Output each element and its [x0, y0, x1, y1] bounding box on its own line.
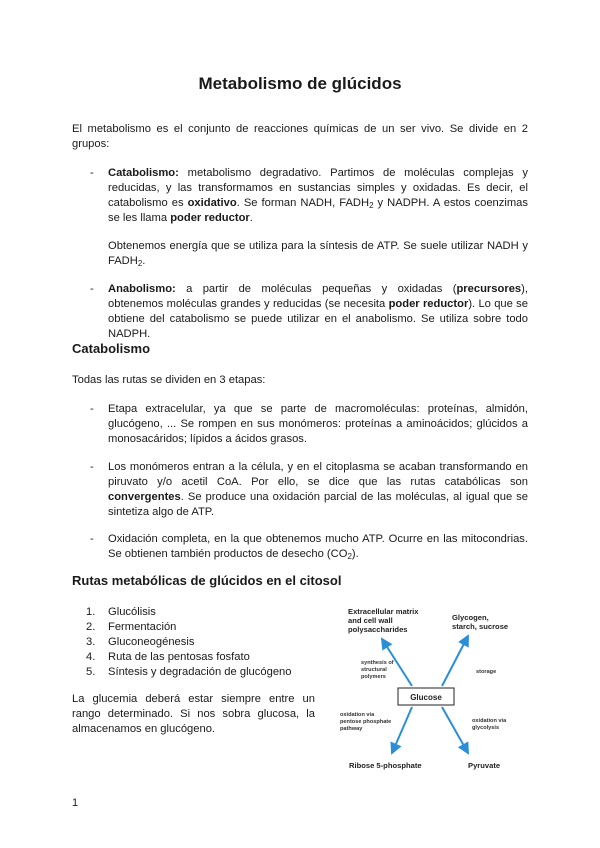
text-run: Los monómeros entran a la célula, y en el citoplasma se acaban transformando en piruvato y/o acetil CoA. Por ello, se dice que las rutas catabólicas son: [108, 461, 528, 488]
bullet-mark: -: [90, 403, 94, 415]
glucose-fate-diagram: [330, 600, 520, 780]
list-number: 3.: [86, 636, 96, 648]
label-pyruvate: Pyruvate: [468, 761, 501, 770]
label-extracellular-2: and cell wall: [348, 616, 393, 625]
label-storage: storage: [476, 669, 497, 675]
catabolismo-energy-paragraph: [108, 239, 528, 269]
label-synthesis-3: polymers: [361, 674, 386, 680]
label-glycogen-2: starch, sucrose: [452, 622, 509, 631]
text-run: metabolismo degradativo. Partimos de moléculas complejas y reducidas, y las transformamos en sustancias simples y oxidadas. Es decir, el catabolismo es: [108, 167, 528, 209]
text-run: ). Lo que se obtiene del catabolismo se puede utilizar en el anabolismo. Se utiliza sobre todo NADPH.: [108, 298, 528, 340]
label-synthesis-2: structural: [361, 667, 387, 673]
text-run: a partir de moléculas pequeñas y oxidadas (: [175, 283, 457, 295]
page-number: 1: [72, 797, 79, 809]
text-run: Obtenemos energía que se utiliza para la síntesis de ATP. Se suele utilizar NADH y FADH: [108, 240, 528, 267]
list-number: 1.: [86, 606, 96, 618]
text-run: y NADPH. A estos coenzimas se les llama: [108, 197, 528, 224]
list-item-label: Gluconeogénesis: [108, 636, 195, 648]
bullet-mark: -: [90, 461, 94, 473]
subscript: 2: [137, 259, 143, 268]
term-convergentes: convergentes: [108, 491, 181, 503]
text-run: . Se produce una oxidación parcial de las moléculas, al igual que se sintetiza algo de ATP.: [108, 491, 528, 518]
rutas-list: [86, 605, 291, 680]
text-run: .: [249, 212, 253, 224]
section-heading-rutas: Rutas metabólicas de glúcidos en el citosol: [72, 573, 342, 588]
term-anabolismo: Anabolismo:: [108, 283, 176, 295]
etapa-2: [108, 460, 528, 520]
list-item: [86, 665, 291, 680]
list-number: 4.: [86, 651, 96, 663]
label-glycogen-1: Glycogen,: [452, 613, 489, 622]
term-poder-reductor: poder reductor: [388, 298, 469, 310]
list-number: 2.: [86, 621, 96, 633]
subscript: 2: [347, 552, 352, 561]
bullet-mark: -: [90, 533, 94, 545]
text-run: . Se forman NADH, FADH: [236, 197, 370, 209]
text-run: Oxidación completa, en la que obtenemos mucho ATP. Ocurre en las mitocondrias. Se obtienen también productos de desecho (CO: [108, 533, 528, 560]
arrow-to-glycogen: [442, 636, 468, 686]
label-pentose-2: pentose phosphate: [340, 719, 392, 725]
section-heading-catabolismo: Catabolismo: [72, 341, 151, 356]
bullet-mark: -: [90, 167, 94, 179]
page-title: Metabolismo de glúcidos: [198, 74, 402, 93]
label-pentose-1: oxidation via: [340, 712, 375, 718]
text-run: .: [142, 255, 146, 267]
etapa-3: [108, 532, 528, 562]
term-catabolismo: Catabolismo:: [108, 167, 179, 179]
catabolismo-definition: [108, 166, 528, 226]
label-synthesis-1: synthesis of: [361, 660, 394, 666]
list-item-label: Ruta de las pentosas fosfato: [108, 651, 250, 663]
label-extracellular-1: Extracellular matrix: [348, 607, 419, 616]
term-poder-reductor: poder reductor: [170, 212, 250, 224]
list-item-label: Síntesis y degradación de glucógeno: [108, 666, 292, 678]
term-precursores: precursores: [456, 283, 522, 295]
intro-paragraph: El metabolismo es el conjunto de reacciones químicas de un ser vivo. Se divide en 2 grupos:: [72, 123, 528, 150]
term-oxidativo: oxidativo: [187, 197, 237, 209]
glucemia-paragraph: La glucemia deberá estar siempre entre un rango determinado. Si nos sobra glucosa, la almacenamos en glucógeno.: [72, 693, 315, 735]
anabolismo-definition: [108, 282, 528, 342]
label-extracellular-3: polysaccharides: [348, 625, 408, 634]
label-glycolysis-2: glycolysis: [472, 725, 500, 731]
list-item: [86, 635, 291, 650]
etapas-intro: Todas las rutas se dividen en 3 etapas:: [72, 374, 266, 386]
arrow-to-pyruvate: [442, 707, 468, 753]
arrow-to-ribose: [392, 707, 412, 753]
text-run: ), obtenemos moléculas grandes y reducidas (se necesita: [108, 283, 528, 310]
list-number: 5.: [86, 666, 96, 678]
list-item-label: Glucólisis: [108, 606, 156, 618]
list-item: [86, 605, 291, 620]
list-item: [86, 650, 291, 665]
etapa-1: Etapa extracelular, ya que se parte de macromoléculas: proteínas, almidón, glucógeno, ... Se rompen en sus monómeros: proteínas a aminoácidos; glúcidos a monosacáridos; lípidos a ácidos grasos.: [108, 403, 528, 445]
list-item-label: Fermentación: [108, 621, 177, 633]
label-ribose: Ribose 5-phosphate: [349, 761, 422, 770]
bullet-mark: -: [90, 283, 94, 295]
subscript: 2: [369, 201, 374, 210]
label-glucose: Glucose: [410, 693, 442, 702]
label-glycolysis-1: oxidation via: [472, 718, 507, 724]
text-run: ).: [351, 548, 359, 560]
list-item: [86, 620, 291, 635]
label-pentose-3: pathway: [340, 726, 363, 732]
